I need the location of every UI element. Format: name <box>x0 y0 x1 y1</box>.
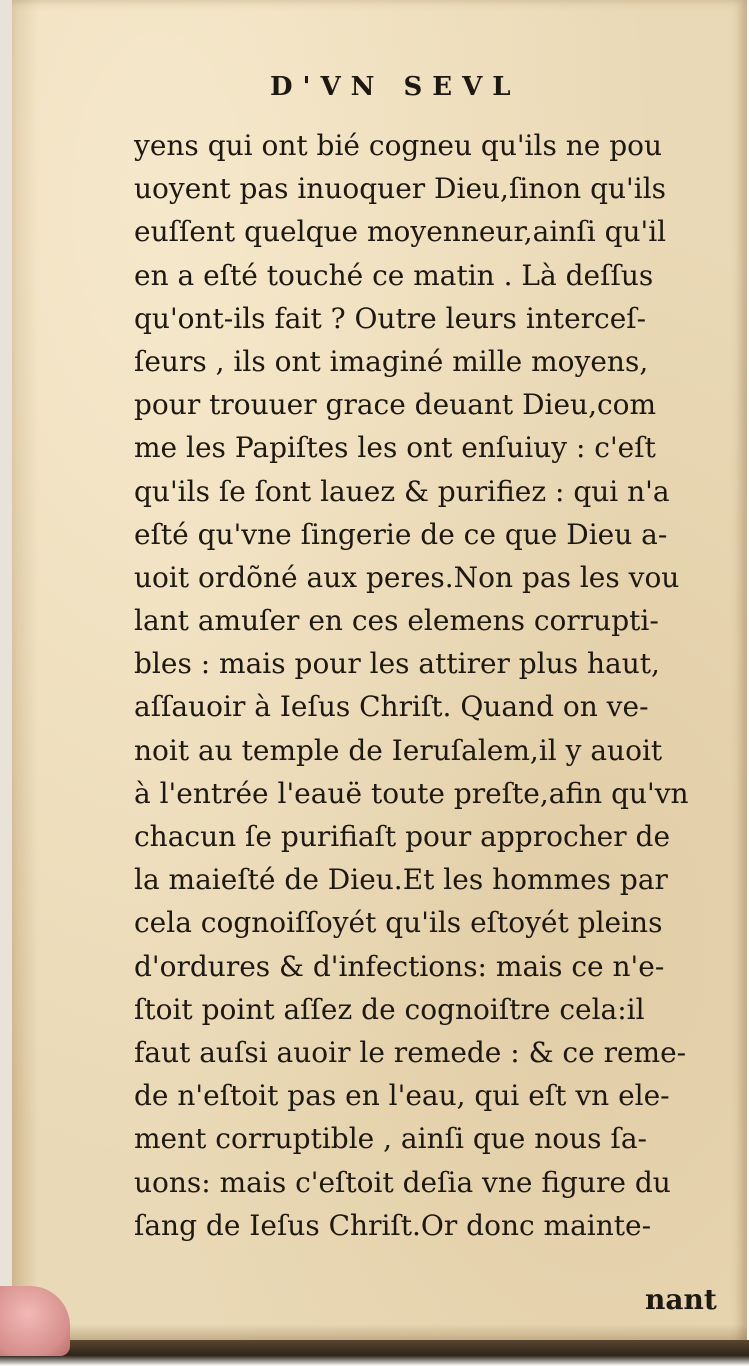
running-head: D'VN SEVL <box>270 72 521 102</box>
text-line: uoit ordõné aux peres.Non pas les vou <box>134 560 680 594</box>
text-line: noit au temple de Ieruſalem,il y auoit <box>134 733 663 767</box>
text-line: ſeurs , ils ont imaginé mille moyens, <box>134 344 649 378</box>
text-line: d'ordures & d'infections: mais ce n'e- <box>134 949 665 983</box>
text-line: de n'eſtoit pas en l'eau, qui eſt vn ele- <box>134 1079 670 1113</box>
text-line: ſang de Ieſus Chriſt.Or donc mainte- <box>134 1208 652 1242</box>
text-line: ment corruptible , ainſi que nous ſa- <box>134 1122 647 1156</box>
text-line: pour trouuer grace deuant Dieu,com <box>134 388 657 422</box>
text-line: cela cognoiſſoyét qu'ils eſtoyét pleins <box>134 906 663 940</box>
body-text <box>134 124 724 1247</box>
text-line: eſté qu'vne ſingerie de ce que Dieu a- <box>134 517 668 551</box>
text-line: ſtoit point aſſez de cognoiſtre cela:il <box>134 992 645 1026</box>
text-line: lant amuſer en ces elemens corrupti- <box>134 604 659 638</box>
text-line: chacun ſe purifiaſt pour approcher de <box>134 820 671 853</box>
text-line: uoyent pas inuoquer Dieu,ſinon qu'ils <box>134 172 667 206</box>
text-line: à l'entrée l'eauë toute preſte,afin qu'vn <box>134 776 689 810</box>
text-line: aſſauoir à Ieſus Chriſt. Quand on ve- <box>134 690 649 724</box>
text-line: faut auſsi auoir le remede : & ce reme- <box>134 1035 687 1069</box>
text-line: qu'ils ſe ſont lauez & purifiez : qui n'a <box>134 474 670 508</box>
text-line: qu'ont-ils fait ? Outre leurs interceſ- <box>134 301 647 335</box>
page-bottom-edge <box>0 1340 749 1366</box>
text-line: bles : mais pour les attirer plus haut, <box>134 647 660 681</box>
text-line: uons: mais c'eſtoit deſia vne figure du <box>134 1165 671 1199</box>
text-line: me les Papiſtes les ont enſuiuy : c'eſt <box>134 431 656 465</box>
text-line: en a eſté touché ce matin . Là deſſus <box>134 258 654 292</box>
catchword: nant <box>645 1283 717 1316</box>
text-line: euſſent quelque moyenneur,ainſi qu'il <box>134 215 667 249</box>
text-line: la maieſté de Dieu.Et les hommes par <box>134 863 668 897</box>
text-line: yens qui ont bié cogneu qu'ils ne pou <box>134 129 663 162</box>
page-left-margin <box>0 0 12 1366</box>
